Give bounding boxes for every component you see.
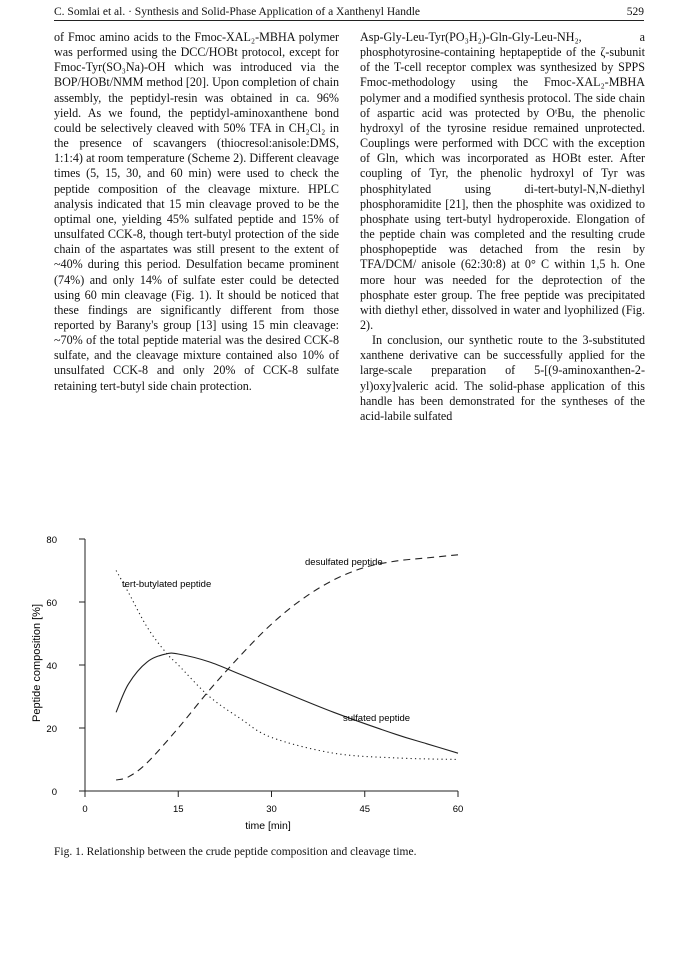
x-axis-label: time [min] [245,820,291,832]
page-number: 529 [626,6,644,18]
running-title: C. Somlai et al. · Synthesis and Solid-Phase Application of a Xanthenyl Handle [54,6,421,18]
x-tick-label: 30 [266,804,277,815]
figure-caption: Fig. 1. Relationship between the crude peptide composition and cleavage time. [54,846,417,858]
x-tick-label: 15 [172,804,184,815]
y-tick-label: 0 [51,787,57,798]
y-tick-label: 80 [46,535,57,546]
x-tick-label: 45 [359,804,371,815]
series-label: desulfated peptide [305,557,383,568]
y-tick-label: 20 [46,724,57,735]
y-axis-label: Peptide composition [%] [31,603,43,723]
right-column [360,30,645,424]
paragraph: of Fmoc amino acids to the Fmoc-XAL₂-MBHA polymer was performed using the DCC/HOBt protocol, except for Fmoc-Tyr(SO₃Na)-OH which was introduced via the BOP/HOBt/NMM method [20]. Upon completion of chain assembly, the peptidyl-resin was obtained in ca. 96% yield. As we found, the peptidyl-aminoxanthene bond could be selectively cleaved with 50% TFA in CH₂Cl₂ in the presence of scavangers (thiocresol:anisole:DMS, 1:1:4) at room temperature (Scheme 2). Different cleavage times (5, 15, 30, and 60 min) were used to check the peptide composition of the cleavage mixture. HPLC analysis indicated that 15 min cleavage proved to be the optimal one, yielding 45% sulfated peptide and 15% of unsulfated CCK-8, though tert-butyl protection of the side chain of the aspartates was still present to the extent of ~40% during this period. Desulfation became prominent (74%) and only 14% of sulfate ester could be detected using 60 min cleavage (Fig. 1). It should be noticed that these findings are significantly different from those reported by Barany's group [13] using 15 min cleavage: ~70% of the total peptide material was the desired CCK-8 sulfate, and the cleavage mixture contained also 10% of unsulfated CCK-8 and only 20% of CCK-8 sulfate retaining tert-butyl side chain protection. [54,30,339,393]
body-text [54,30,645,424]
left-column [54,30,339,424]
series-label: sulfated peptide [343,713,411,724]
y-tick-label: 40 [46,661,57,672]
paragraph: In conclusion, our synthetic route to the 3-substituted xanthene derivative can be successfully applied for the large-scale preparation of 5-[(9-aminoxanthen-2-yl)oxy]valeric acid. The solid-phase application of this handle has been demonstrated for the syntheses of the acid-labile sulfated [360,333,645,423]
y-tick-label: 60 [46,598,57,609]
series-line [116,653,458,753]
running-header [54,6,644,21]
x-tick-label: 0 [82,804,88,815]
paragraph: Asp-Gly-Leu-Tyr(PO₃H₂)-Gln-Gly-Leu-NH₂, a phosphotyrosine-containing heptapeptide of the ζ-subunit of the T-cell receptor complex was synthesized by SPPS Fmoc-methodology using the Fmoc-XAL₂-MBHA polymer and a modified synthesis protocol. The side chain of aspartic acid was protected by OᵗBu, the phenolic hydroxyl of the tyrosine residue remained unprotected. Couplings were performed with DCC with the exception of Gln, which was incorporated as HOBt ester. After coupling of Tyr, the phenolic hydroxyl of Tyr was phosphitylated using di-tert-butyl-N,N-diethyl phosphoramidite [21], then the phosphite was oxidized to phosphate using tert-butyl hydroperoxide. Elongation of the peptide chain was completed and the resulting crude phosphopeptide was detached from the resin by TFA/DCM/ anisole (62:30:8) at 0° C within 1,5 h. One more hour was needed for the deprotection of the phosphate ester group. The free peptide was precipitated with diethyl ether, dissolved in water and lyophilized (Fig. 2). [360,30,645,332]
x-tick-label: 60 [452,804,464,815]
series-label: tert-butylated peptide [122,579,212,590]
series-line [116,571,458,760]
line-chart [20,525,490,853]
figure-1 [20,525,490,853]
